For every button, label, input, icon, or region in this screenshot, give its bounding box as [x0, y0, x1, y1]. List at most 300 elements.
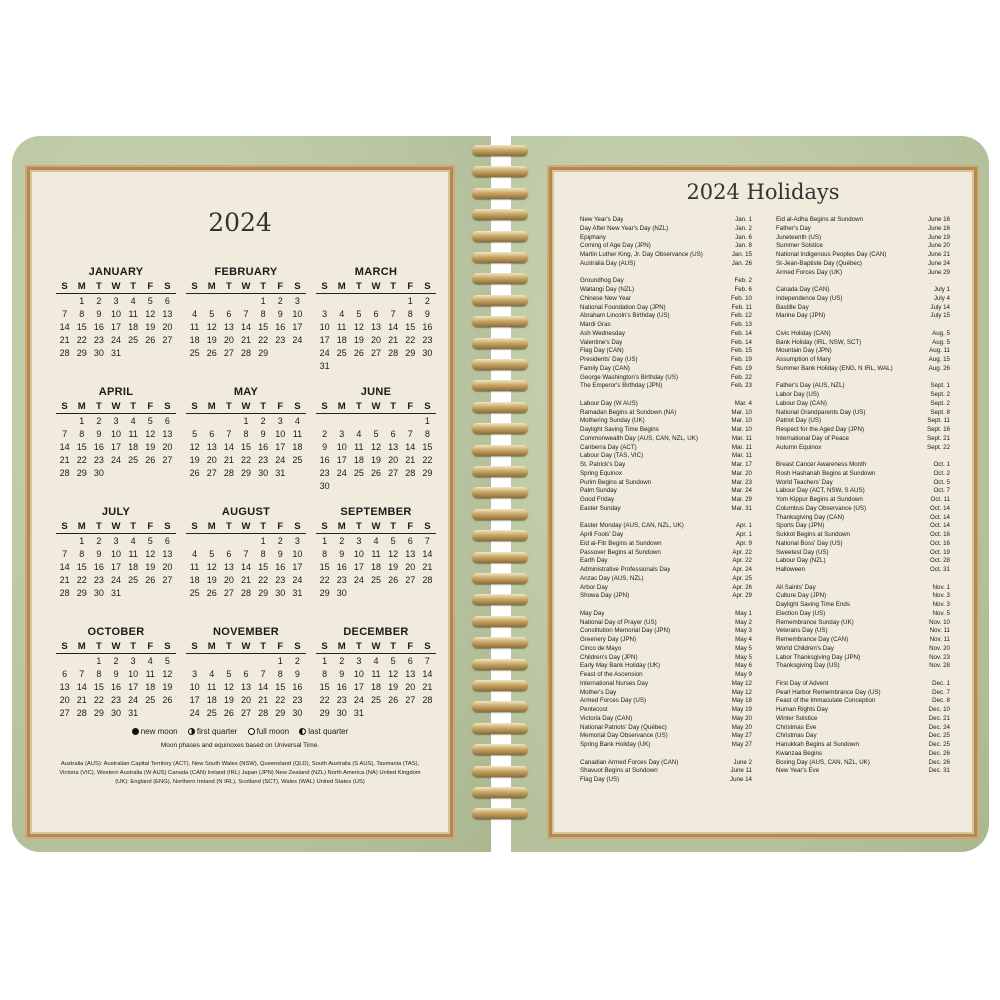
holiday-name: Summer Solstice — [776, 242, 823, 250]
holiday-date: Apr. 29 — [732, 592, 752, 600]
weekday-header: W — [111, 401, 121, 412]
holiday-name: May Day — [580, 609, 605, 617]
month-name: SEPTEMBER — [340, 506, 412, 518]
day-cell: 24 — [110, 455, 121, 465]
day-cell: 3 — [294, 536, 300, 546]
holiday-date: Sept. 21 — [926, 434, 950, 442]
day-cell: 2 — [277, 296, 283, 306]
month-september — [316, 506, 436, 612]
day-grid — [56, 416, 176, 478]
holiday-date: June 20 — [927, 242, 950, 250]
day-cell: 14 — [388, 322, 399, 332]
holiday-row — [776, 479, 950, 488]
holiday-date: Mar. 11 — [731, 434, 752, 442]
holiday-date: June 24 — [927, 259, 950, 267]
day-cell: 4 — [130, 416, 136, 426]
holiday-name: International Day of Peace — [776, 434, 849, 442]
day-cell: 25 — [353, 468, 364, 478]
month-name: JANUARY — [88, 266, 144, 278]
holiday-row — [580, 557, 752, 566]
month-april — [56, 386, 176, 492]
day-cell: 29 — [76, 348, 87, 358]
day-cell: 15 — [405, 322, 416, 332]
weekday-header: S — [424, 401, 431, 412]
day-cell: 11 — [371, 669, 381, 679]
weekday-header: T — [95, 281, 102, 292]
holiday-name: Commonwealth Day (AUS, CAN, NZL, UK) — [580, 434, 698, 442]
day-cell: 28 — [388, 348, 399, 358]
day-cell: 6 — [226, 549, 232, 559]
day-cell: 3 — [113, 296, 119, 306]
holiday-name: National Indigenous Peoples Day (CAN) — [776, 251, 887, 258]
day-cell: 22 — [258, 335, 269, 345]
weekday-header: S — [61, 401, 68, 412]
weekday-header: T — [390, 521, 397, 532]
day-cell: 20 — [162, 322, 173, 332]
holiday-row — [580, 724, 752, 733]
holiday-row — [776, 234, 950, 243]
weekday-header: T — [390, 401, 397, 412]
day-cell: 14 — [59, 322, 70, 332]
day-cell: 26 — [370, 468, 381, 478]
holiday-date: Apr. 9 — [735, 539, 752, 547]
day-cell: 14 — [59, 442, 70, 452]
holiday-name: Summer Bank Holiday (ENG, N IRL, WAL) — [776, 364, 893, 372]
day-cell: 1 — [424, 416, 430, 426]
holiday-date: Mar. 10 — [731, 426, 752, 433]
holiday-row — [580, 531, 752, 540]
day-cell: 18 — [370, 562, 381, 572]
day-cell: 14 — [240, 562, 251, 572]
day-cell: 4 — [192, 309, 198, 319]
day-cell: 19 — [388, 682, 399, 692]
day-cell: 6 — [62, 669, 68, 679]
holiday-row — [776, 242, 950, 251]
holiday-row — [580, 776, 752, 785]
month-july — [56, 506, 176, 612]
holiday-row — [776, 549, 950, 558]
day-cell: 11 — [292, 429, 303, 439]
holidays-title: 2024 Holidays — [686, 180, 840, 204]
day-cell: 25 — [189, 348, 200, 358]
day-cell: 30 — [422, 348, 433, 358]
weekday-header: F — [407, 641, 414, 652]
day-cell: 4 — [294, 416, 300, 426]
day-cell: 20 — [206, 455, 217, 465]
day-cell: 13 — [240, 682, 251, 692]
holiday-date: Feb. 6 — [734, 286, 752, 293]
weekday-header: W — [111, 641, 121, 652]
day-cell: 18 — [189, 335, 200, 345]
region-abbreviations: Australia (AUS): Australian Capital Territory (ACT), New South Wales (NSW), Queensland (QLD), South Australia (S AUS), Tasmania (TAS), Victoria (VIC), Western Australia (W AUS) Canada (CAN) Ireland (IRL) Japan (JPN) New Zealand (NZL) North America (NA) United Kingdom (UK): England (ENG), Northern Ireland (N IRL), Scotland (SCT), Wales (WAL) United States (US) — [59, 761, 421, 785]
holiday-name: Abraham Lincoln's Birthday (US) — [580, 312, 670, 320]
day-cell: 25 — [145, 695, 156, 705]
day-cell: 15 — [76, 322, 87, 332]
spiral-ring — [472, 145, 528, 156]
holiday-date: Mar. 11 — [731, 443, 752, 451]
holiday-name: Mountain Day (JPN) — [776, 347, 832, 355]
holiday-row — [776, 330, 950, 339]
day-cell: 31 — [110, 348, 121, 358]
day-cell: 6 — [164, 296, 170, 306]
day-cell: 23 — [275, 575, 286, 585]
day-cell: 13 — [388, 442, 399, 452]
weekday-header-row — [56, 641, 176, 654]
day-cell: 10 — [292, 309, 303, 319]
holiday-row — [580, 741, 752, 750]
weekday-header: W — [241, 521, 251, 532]
holiday-name: Groundhog Day — [580, 277, 624, 285]
weekday-header: F — [147, 281, 154, 292]
holiday-date: May 3 — [735, 627, 752, 635]
empty-day-cell — [186, 536, 203, 546]
holiday-row — [580, 400, 752, 409]
day-cell: 11 — [189, 562, 200, 572]
holiday-month-group — [776, 382, 950, 452]
day-cell: 25 — [292, 455, 303, 465]
day-cell: 29 — [405, 348, 416, 358]
weekday-header: M — [77, 641, 86, 652]
holiday-date: Oct. 28 — [930, 557, 950, 565]
day-cell: 9 — [96, 549, 102, 559]
holiday-row — [580, 715, 752, 724]
day-cell: 21 — [405, 455, 416, 465]
day-cell: 26 — [189, 468, 200, 478]
holiday-date: Aug. 26 — [928, 364, 950, 372]
holiday-row — [580, 584, 752, 593]
holiday-date: Nov. 5 — [932, 609, 950, 617]
day-cell: 29 — [275, 708, 286, 718]
holiday-date: May 4 — [735, 636, 752, 643]
day-cell: 18 — [370, 682, 381, 692]
holiday-date: Oct. 1 — [933, 461, 950, 468]
day-cell: 6 — [407, 656, 413, 666]
empty-day-cell — [402, 416, 419, 426]
day-cell: 14 — [59, 562, 70, 572]
holiday-month-group — [776, 461, 950, 575]
holiday-date: Mar. 17 — [731, 461, 752, 468]
weekday-header: M — [77, 281, 86, 292]
holiday-date: Mar. 10 — [731, 417, 752, 425]
weekday-header-row — [186, 401, 306, 414]
holiday-date: Dec. 25 — [928, 741, 950, 748]
day-cell: 27 — [405, 695, 416, 705]
spiral-ring — [472, 252, 528, 263]
weekday-header: M — [207, 641, 216, 652]
day-cell: 8 — [322, 549, 328, 559]
day-cell: 6 — [226, 309, 232, 319]
day-cell: 25 — [206, 708, 217, 718]
holiday-row — [776, 715, 950, 724]
holiday-date: Feb. 14 — [731, 329, 752, 337]
first-quarter-moon-icon — [188, 728, 195, 735]
holiday-date: Dec. 24 — [928, 723, 950, 731]
holiday-row — [776, 400, 950, 409]
holiday-name: Culture Day (JPN) — [776, 592, 827, 600]
weekday-header: T — [390, 281, 397, 292]
holiday-date: Nov. 23 — [929, 653, 950, 661]
day-cell: 27 — [162, 455, 173, 465]
weekday-header-row — [186, 641, 306, 654]
holiday-row — [580, 470, 752, 479]
holiday-date: Dec. 26 — [928, 758, 950, 766]
weekday-header: M — [337, 401, 346, 412]
spiral-ring — [472, 423, 528, 434]
day-cell: 15 — [76, 562, 87, 572]
holiday-name: Valentine's Day — [580, 338, 623, 346]
holiday-name: Marine Day (JPN) — [776, 312, 826, 320]
holiday-row — [776, 496, 950, 505]
holiday-row — [580, 242, 752, 251]
holiday-name: Good Friday — [580, 496, 615, 503]
holiday-row — [580, 680, 752, 689]
holiday-date: Dec. 1 — [932, 679, 950, 687]
holiday-date: July 15 — [930, 312, 950, 320]
legend-new-moon: new moon — [140, 727, 178, 736]
day-cell: 12 — [145, 549, 156, 559]
holiday-name: Election Day (US) — [776, 609, 826, 617]
day-cell: 12 — [353, 322, 364, 332]
holiday-name: Presidents' Day (US) — [580, 356, 638, 363]
holiday-date: Dec. 31 — [928, 767, 950, 775]
holiday-date: Mar. 10 — [731, 408, 752, 416]
holiday-month-group — [776, 216, 950, 277]
holiday-date: June 16 — [927, 216, 950, 223]
day-cell: 26 — [206, 348, 217, 358]
weekday-header: T — [225, 281, 232, 292]
holiday-name: Showa Day (JPN) — [580, 592, 630, 600]
day-cell: 8 — [424, 429, 430, 439]
holiday-row — [580, 540, 752, 549]
day-cell: 12 — [223, 682, 234, 692]
empty-day-cell — [237, 656, 254, 666]
day-cell: 5 — [390, 656, 396, 666]
day-cell: 24 — [353, 695, 364, 705]
day-cell: 14 — [422, 549, 433, 559]
day-cell: 18 — [292, 442, 303, 452]
holiday-name: Yom Kippur Begins at Sundown — [776, 496, 863, 503]
holiday-row — [776, 487, 950, 496]
day-cell: 12 — [370, 442, 381, 452]
day-cell: 13 — [223, 322, 234, 332]
holiday-row — [776, 759, 950, 768]
month-october — [56, 626, 176, 732]
day-grid — [186, 656, 306, 718]
day-cell: 22 — [275, 695, 286, 705]
holiday-row — [776, 741, 950, 750]
day-cell: 12 — [162, 669, 173, 679]
holiday-name: Remembrance Day (CAN) — [776, 636, 849, 643]
holiday-date: Nov. 10 — [929, 618, 950, 626]
holiday-name: Armed Forces Day (US) — [580, 697, 647, 705]
day-cell: 1 — [96, 656, 102, 666]
empty-day-cell — [186, 296, 203, 306]
day-cell: 2 — [96, 536, 102, 546]
holiday-name: Daylight Saving Time Begins — [580, 426, 659, 433]
legend-full-moon: full moon — [256, 727, 290, 736]
empty-day-cell — [186, 656, 203, 666]
holiday-row — [776, 689, 950, 698]
day-cell: 25 — [128, 575, 139, 585]
holiday-date: Apr. 1 — [735, 522, 752, 530]
weekday-header: S — [191, 401, 198, 412]
day-cell: 5 — [373, 429, 379, 439]
month-name: AUGUST — [221, 506, 271, 518]
holiday-row — [580, 435, 752, 444]
day-cell: 7 — [390, 309, 396, 319]
holiday-row — [776, 732, 950, 741]
last-quarter-moon-icon — [299, 728, 306, 735]
day-cell: 19 — [388, 562, 399, 572]
day-cell: 13 — [370, 322, 381, 332]
day-cell: 20 — [59, 695, 70, 705]
month-name: MARCH — [354, 266, 398, 278]
holiday-name: Autumn Equinox — [776, 443, 822, 451]
spiral-ring — [472, 552, 528, 563]
day-cell: 5 — [192, 429, 198, 439]
holiday-date: May 1 — [735, 609, 752, 617]
day-cell: 30 — [292, 708, 303, 718]
day-cell: 11 — [189, 322, 200, 332]
day-cell: 10 — [189, 682, 200, 692]
holiday-row — [776, 531, 950, 540]
empty-day-cell — [333, 416, 350, 426]
day-cell: 6 — [390, 429, 396, 439]
day-cell: 27 — [370, 348, 381, 358]
weekday-header: T — [260, 401, 267, 412]
holiday-date: Apr. 1 — [735, 531, 752, 538]
weekday-header: M — [77, 521, 86, 532]
spiral-ring — [472, 659, 528, 670]
day-grid — [186, 536, 306, 598]
holiday-name: Martin Luther King, Jr. Day Observance (US) — [580, 251, 703, 258]
holiday-name: Cinco de Mayo — [580, 644, 622, 652]
holiday-row — [776, 514, 950, 523]
day-cell: 6 — [373, 309, 379, 319]
spiral-ring — [472, 402, 528, 413]
day-cell: 20 — [405, 682, 416, 692]
holiday-date: Feb. 15 — [731, 347, 752, 355]
holiday-row — [776, 304, 950, 313]
holiday-name: Labour Day (W AUS) — [580, 399, 638, 407]
day-cell: 21 — [59, 455, 70, 465]
weekday-header: T — [260, 521, 267, 532]
day-cell: 7 — [260, 669, 266, 679]
holiday-date: May 27 — [731, 732, 752, 740]
holiday-date: June 14 — [729, 776, 752, 783]
day-cell: 27 — [206, 468, 217, 478]
day-cell: 7 — [424, 536, 430, 546]
empty-day-cell — [237, 536, 254, 546]
holiday-row — [580, 662, 752, 671]
holiday-name: Waitangi Day (NZL) — [580, 286, 635, 293]
holiday-row — [580, 295, 752, 304]
day-cell: 10 — [110, 549, 121, 559]
day-grid — [316, 296, 436, 371]
month-name: FEBRUARY — [214, 266, 278, 278]
holiday-name: Pentecost — [580, 706, 608, 713]
legend-last-quarter: last quarter — [308, 727, 349, 736]
day-cell: 11 — [128, 429, 138, 439]
holiday-name: National Foundation Day (JPN) — [580, 303, 666, 311]
holiday-name: Pearl Harbor Remembrance Day (US) — [776, 688, 881, 696]
holiday-date: Sept. 22 — [926, 443, 950, 451]
empty-day-cell — [220, 656, 237, 666]
day-cell: 30 — [93, 348, 104, 358]
holiday-name: Kwanzaa Begins — [776, 749, 823, 757]
holiday-date: Oct. 11 — [930, 496, 950, 503]
month-january — [56, 266, 176, 372]
day-cell: 2 — [339, 656, 345, 666]
holiday-date: Jan. 26 — [731, 259, 752, 267]
holiday-name: Bastille Day — [776, 303, 809, 311]
holiday-date: Mar. 24 — [731, 487, 752, 495]
weekday-header: T — [95, 401, 102, 412]
holiday-name: Remembrance Sunday (UK) — [776, 618, 854, 626]
holiday-row — [776, 426, 950, 435]
spiral-ring — [472, 231, 528, 242]
day-cell: 17 — [110, 562, 121, 572]
spiral-ring — [472, 380, 528, 391]
holiday-row — [776, 225, 950, 234]
day-cell: 13 — [223, 562, 234, 572]
day-cell: 19 — [353, 335, 364, 345]
day-cell: 11 — [145, 669, 155, 679]
weekday-header: T — [130, 641, 137, 652]
day-cell: 30 — [336, 708, 347, 718]
holiday-name: Canadian Armed Forces Day (CAN) — [580, 758, 679, 766]
day-cell: 29 — [76, 468, 87, 478]
holiday-name: Purim Begins at Sundown — [580, 478, 652, 486]
new-moon-icon — [132, 728, 139, 735]
day-cell: 29 — [422, 468, 433, 478]
month-name: APRIL — [98, 386, 134, 398]
holiday-date: June 29 — [927, 268, 950, 276]
weekday-header-row — [186, 521, 306, 534]
day-cell: 10 — [336, 442, 347, 452]
day-cell: 2 — [96, 416, 102, 426]
legend-note: Moon phases and equinoxes based on Universal Time. — [160, 742, 320, 749]
day-cell: 24 — [128, 695, 139, 705]
day-cell: 24 — [110, 575, 121, 585]
holiday-name: Sukkot Begins at Sundown — [776, 531, 850, 538]
holiday-row — [776, 365, 950, 374]
holiday-date: May 6 — [735, 662, 752, 670]
day-cell: 3 — [277, 416, 283, 426]
empty-day-cell — [56, 536, 73, 546]
holiday-name: Flag Day (US) — [580, 776, 620, 783]
day-cell: 29 — [319, 588, 330, 598]
day-cell: 8 — [96, 669, 102, 679]
month-name: JUNE — [360, 386, 392, 398]
day-cell: 6 — [164, 416, 170, 426]
holiday-date: Apr. 22 — [732, 548, 752, 556]
day-cell: 10 — [353, 549, 364, 559]
holiday-name: Patriot Day (US) — [776, 417, 822, 425]
day-cell: 16 — [275, 562, 286, 572]
day-cell: 12 — [189, 442, 200, 452]
holidays-column-1 — [580, 216, 752, 794]
empty-day-cell — [203, 416, 220, 426]
year-calendar-page — [27, 167, 453, 837]
day-cell: 2 — [113, 656, 119, 666]
day-cell: 5 — [164, 656, 170, 666]
month-name: NOVEMBER — [213, 626, 279, 638]
holiday-name: Mother's Day — [580, 688, 617, 696]
holiday-name: Respect for the Aged Day (JPN) — [776, 426, 865, 433]
holiday-date: Aug. 5 — [932, 338, 950, 346]
day-cell: 14 — [405, 442, 416, 452]
